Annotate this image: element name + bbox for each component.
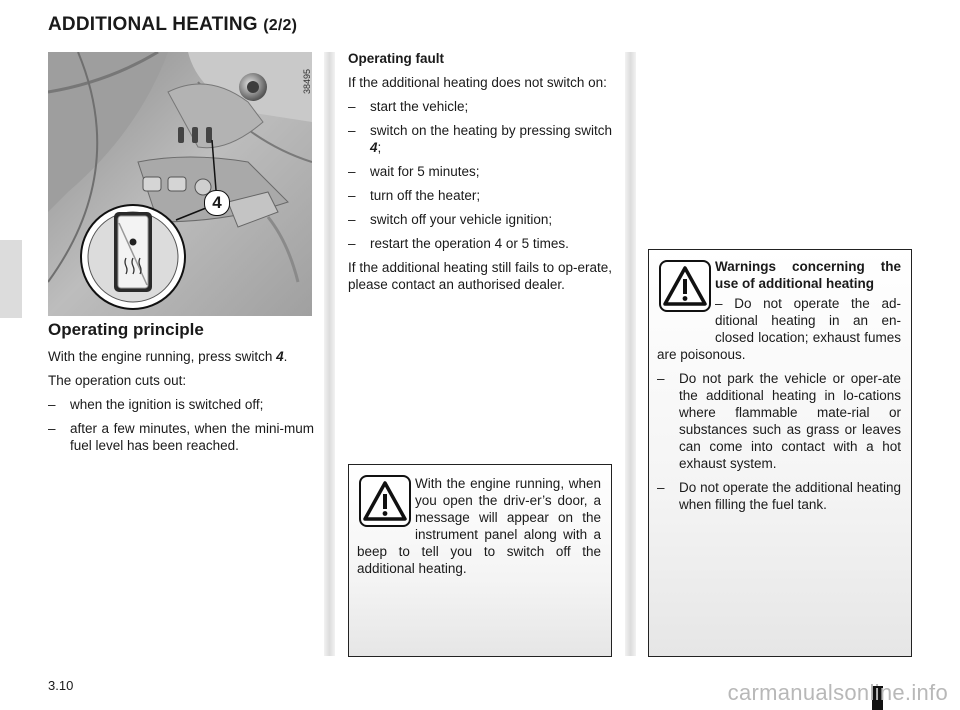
operating-principle-heading: Operating principle <box>48 320 204 339</box>
page-title <box>48 14 297 36</box>
dashboard-illustration <box>48 52 312 316</box>
column-divider-right <box>625 52 636 656</box>
warning-box-additional-heating <box>648 249 912 657</box>
warning-heading: Warnings concerning the use of additional heating <box>715 259 901 291</box>
section-tab <box>0 240 22 318</box>
list-item: – turn off the heater; <box>348 188 481 203</box>
warning-box-engine <box>348 464 612 657</box>
list-item: – Do not operate the ad-ditional heating in an en-closed location; exhaust fumes are poisonous. <box>657 296 901 362</box>
page-number: 3.10 <box>48 678 74 693</box>
page-title-text: ADDITIONAL HEATING <box>48 14 258 35</box>
list-item: – wait for 5 minutes; <box>348 164 480 179</box>
list-item: – restart the operation 4 or 5 times. <box>348 236 569 251</box>
dashboard-drawing <box>48 52 312 316</box>
watermark: carmanualsonline.info <box>727 680 948 705</box>
list-item: – after a few minutes, when the mini-mum fuel level has been reached. <box>48 421 314 453</box>
operating-principle-p2: The operation cuts out: <box>48 373 187 388</box>
column-divider-left <box>324 52 335 656</box>
callout-4: 4 <box>204 190 230 216</box>
list-item: – Do not operate the additional heating when filling the fuel tank. <box>657 480 901 512</box>
list-item: – switch on the heating by pressing switch 4; <box>348 123 612 155</box>
image-code: 38495 <box>302 68 312 94</box>
list-item: – switch off your vehicle ignition; <box>348 212 553 227</box>
warning-engine-text: With the engine running, when you open the driv-er’s door, a message will appear on the instrument panel along with a beep to tell you to switch off the additional heating. <box>357 476 601 576</box>
operating-principle-p1: With the engine running, press switch 4. <box>48 349 288 364</box>
operating-fault-outro: If the additional heating still fails to op-erate, please contact an authorised dealer. <box>348 260 612 292</box>
warning-list <box>657 295 901 513</box>
list-item: – when the ignition is switched off; <box>48 397 264 412</box>
operating-fault-intro: If the additional heating does not switch on: <box>348 75 607 90</box>
list-item: – Do not park the vehicle or oper-ate the additional heating in lo-cations where flammable mate-rial or substances such as grass or leaves can come into contact with a hot exhaust system. <box>657 371 901 471</box>
operating-fault-section <box>348 50 612 300</box>
operating-fault-heading: Operating fault <box>348 51 445 66</box>
operating-principle-body <box>48 348 314 454</box>
list-item: – start the vehicle; <box>348 99 469 114</box>
page-title-suffix: (2/2) <box>263 17 298 34</box>
